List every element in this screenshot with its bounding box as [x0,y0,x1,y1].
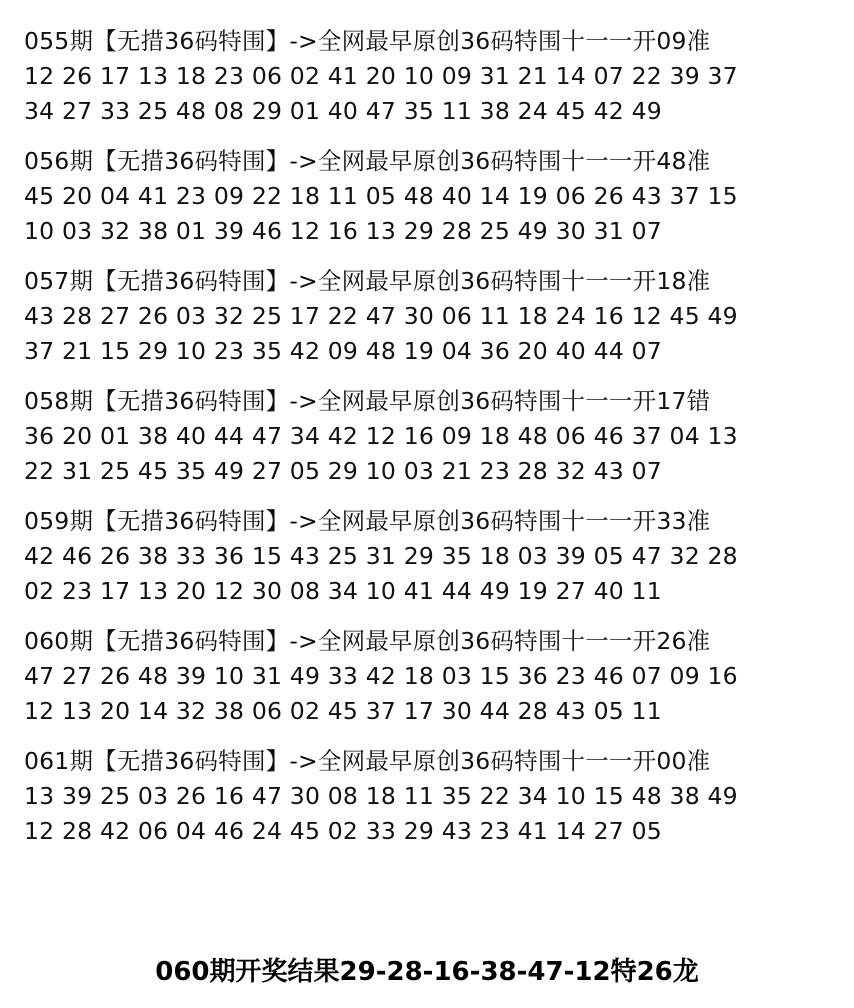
number-row: 13 39 25 03 26 16 47 30 08 18 11 35 22 34 10 15 48 38 49 [24,782,738,810]
period-block-060 [24,624,830,729]
period-header: 059期【无措36码特围】->全网最早原创36码特围十一一开33准 [24,507,711,535]
number-row: 34 27 33 25 48 08 29 01 40 47 35 11 38 24 45 42 49 [24,97,662,125]
number-row: 22 31 25 45 35 49 27 05 29 10 03 21 23 28 32 43 07 [24,457,662,485]
number-row: 47 27 26 48 39 10 31 49 33 42 18 03 15 36 23 46 07 09 16 [24,662,738,690]
period-header: 061期【无措36码特围】->全网最早原创36码特围十一一开00准 [24,747,711,775]
period-block-057 [24,264,830,369]
number-row: 42 46 26 38 33 36 15 43 25 31 29 35 18 03 39 05 47 32 28 [24,542,738,570]
number-row: 12 28 42 06 04 46 24 45 02 33 29 43 23 41 14 27 05 [24,817,662,845]
period-header: 057期【无措36码特围】->全网最早原创36码特围十一一开18准 [24,267,711,295]
period-block-055 [24,24,830,129]
period-header: 055期【无措36码特围】->全网最早原创36码特围十一一开09准 [24,27,711,55]
period-header: 058期【无措36码特围】->全网最早原创36码特围十一一开17错 [24,387,711,415]
number-row: 45 20 04 41 23 09 22 18 11 05 48 40 14 19 06 26 43 37 15 [24,182,738,210]
period-header: 056期【无措36码特围】->全网最早原创36码特围十一一开48准 [24,147,711,175]
draw-result: 060期开奖结果29-28-16-38-47-12特26龙 [155,957,699,987]
number-row: 37 21 15 29 10 23 35 42 09 48 19 04 36 20 40 44 07 [24,337,662,365]
number-row: 12 13 20 14 32 38 06 02 45 37 17 30 44 28 43 05 11 [24,697,662,725]
number-row: 10 03 32 38 01 39 46 12 16 13 29 28 25 49 30 31 07 [24,217,662,245]
period-block-059 [24,504,830,609]
period-list [24,24,830,864]
number-row: 02 23 17 13 20 12 30 08 34 10 41 44 49 19 27 40 11 [24,577,662,605]
period-block-061 [24,744,830,849]
number-row: 43 28 27 26 03 32 25 17 22 47 30 06 11 18 24 16 12 45 49 [24,302,738,330]
number-row: 12 26 17 13 18 23 06 02 41 20 10 09 31 21 14 07 22 39 37 [24,62,738,90]
period-block-056 [24,144,830,249]
number-row: 36 20 01 38 40 44 47 34 42 12 16 09 18 48 06 46 37 04 13 [24,422,738,450]
period-block-058 [24,384,830,489]
period-header: 060期【无措36码特围】->全网最早原创36码特围十一一开26准 [24,627,711,655]
